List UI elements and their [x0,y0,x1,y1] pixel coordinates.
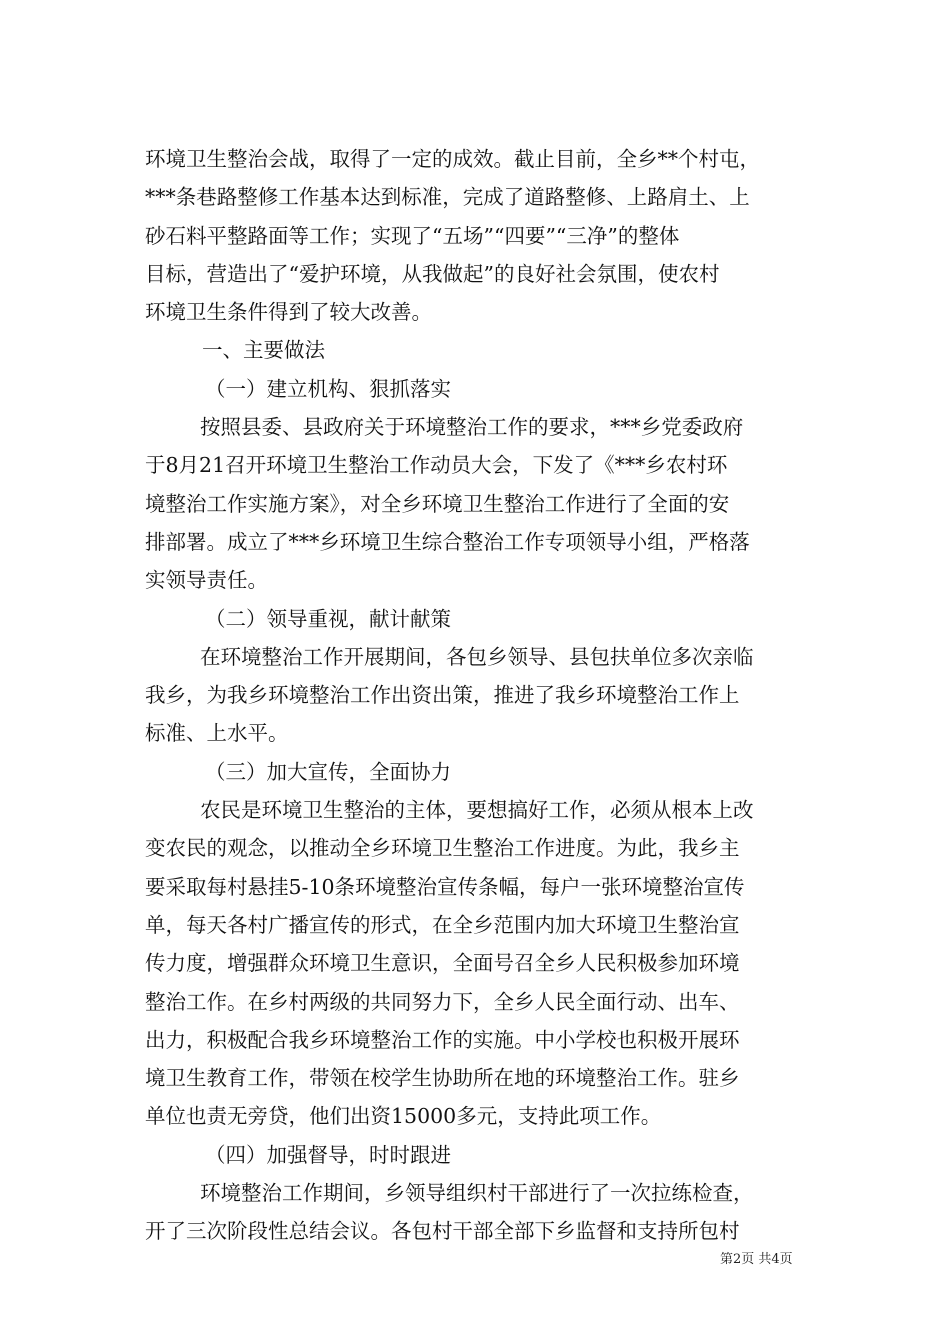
text-line: 我乡，为我乡环境整治工作出资出策，推进了我乡环境整治工作上 [145,683,740,708]
text-line: 环境卫生条件得到了较大改善。 [145,300,432,325]
section-1-title: （一）建立机构、狠抓落实 [205,376,451,401]
text-line: 在环境整治工作开展期间，各包乡领导、县包扶单位多次亲临 [200,644,754,669]
text-line: 单，每天各村广播宣传的形式，在全乡范围内加大环境卫生整治宣 [145,912,740,937]
text-line: 按照县委、县政府关于环境整治工作的要求，***乡党委政府 [200,415,744,440]
text-line: 整治工作。在乡村两级的共同努力下，全乡人民全面行动、出车、 [145,989,740,1014]
text-line: 实领导责任。 [145,568,268,593]
text-line: 砂石料平整路面等工作；实现了“五场”“四要”“三净”的整体 [145,223,680,248]
text-line: 境整治工作实施方案》，对全乡环境卫生整治工作进行了全面的安 [145,491,730,516]
text-line: ***条巷路整修工作基本达到标准，完成了道路整修、上路肩土、上 [145,185,750,210]
text-line: 开了三次阶段性总结会议。各包村干部全部下乡监督和支持所包村 [145,1219,740,1244]
intro-paragraph [145,140,810,331]
text-line: 目标，营造出了“爱护环境，从我做起”的良好社会氛围，使农村 [145,261,720,286]
section-3-title: （三）加大宣传，全面协力 [205,759,451,784]
section-4-title: （四）加强督导，时时跟进 [205,1142,451,1167]
text-line: 环境整治工作期间，乡领导组织村干部进行了一次拉练检查， [200,1181,754,1206]
main-heading: 一、主要做法 [202,338,325,363]
text-line: 出力，积极配合我乡环境整治工作的实施。中小学校也积极开展环 [145,1027,740,1052]
text-line: 境卫生教育工作，带领在校学生协助所在地的环境整治工作。驻乡 [145,1066,740,1091]
text-line: 要采取每村悬挂5-10条环境整治宣传条幅，每户一张环境整治宣传 [145,874,745,899]
text-line: 标准、上水平。 [145,721,289,746]
text-line: 环境卫生整治会战，取得了一定的成效。截止目前，全乡**个村屯， [145,147,760,171]
section-1-body [145,408,810,599]
text-line: 单位也责无旁贷，他们出资15000多元，支持此项工作。 [145,1104,662,1129]
text-line: 排部署。成立了***乡环境卫生综合整治工作专项领导小组，严格落 [145,529,750,554]
section-3-body [145,791,810,1136]
text-line: 变农民的观念，以推动全乡环境卫生整治工作进度。为此，我乡主 [145,836,740,861]
page-indicator: 第2页 共4页 [720,1252,793,1267]
section-2-body [145,638,810,753]
section-2-title: （二）领导重视，献计献策 [205,606,451,631]
text-line: 农民是环境卫生整治的主体，要想搞好工作，必须从根本上改 [200,798,754,823]
section-4-body [145,1174,810,1251]
document-body [145,140,810,1251]
text-line: 于8月21召开环境卫生整治工作动员大会，下发了《***乡农村环 [145,453,728,478]
text-line: 传力度，增强群众环境卫生意识，全面号召全乡人民积极参加环境 [145,951,740,976]
